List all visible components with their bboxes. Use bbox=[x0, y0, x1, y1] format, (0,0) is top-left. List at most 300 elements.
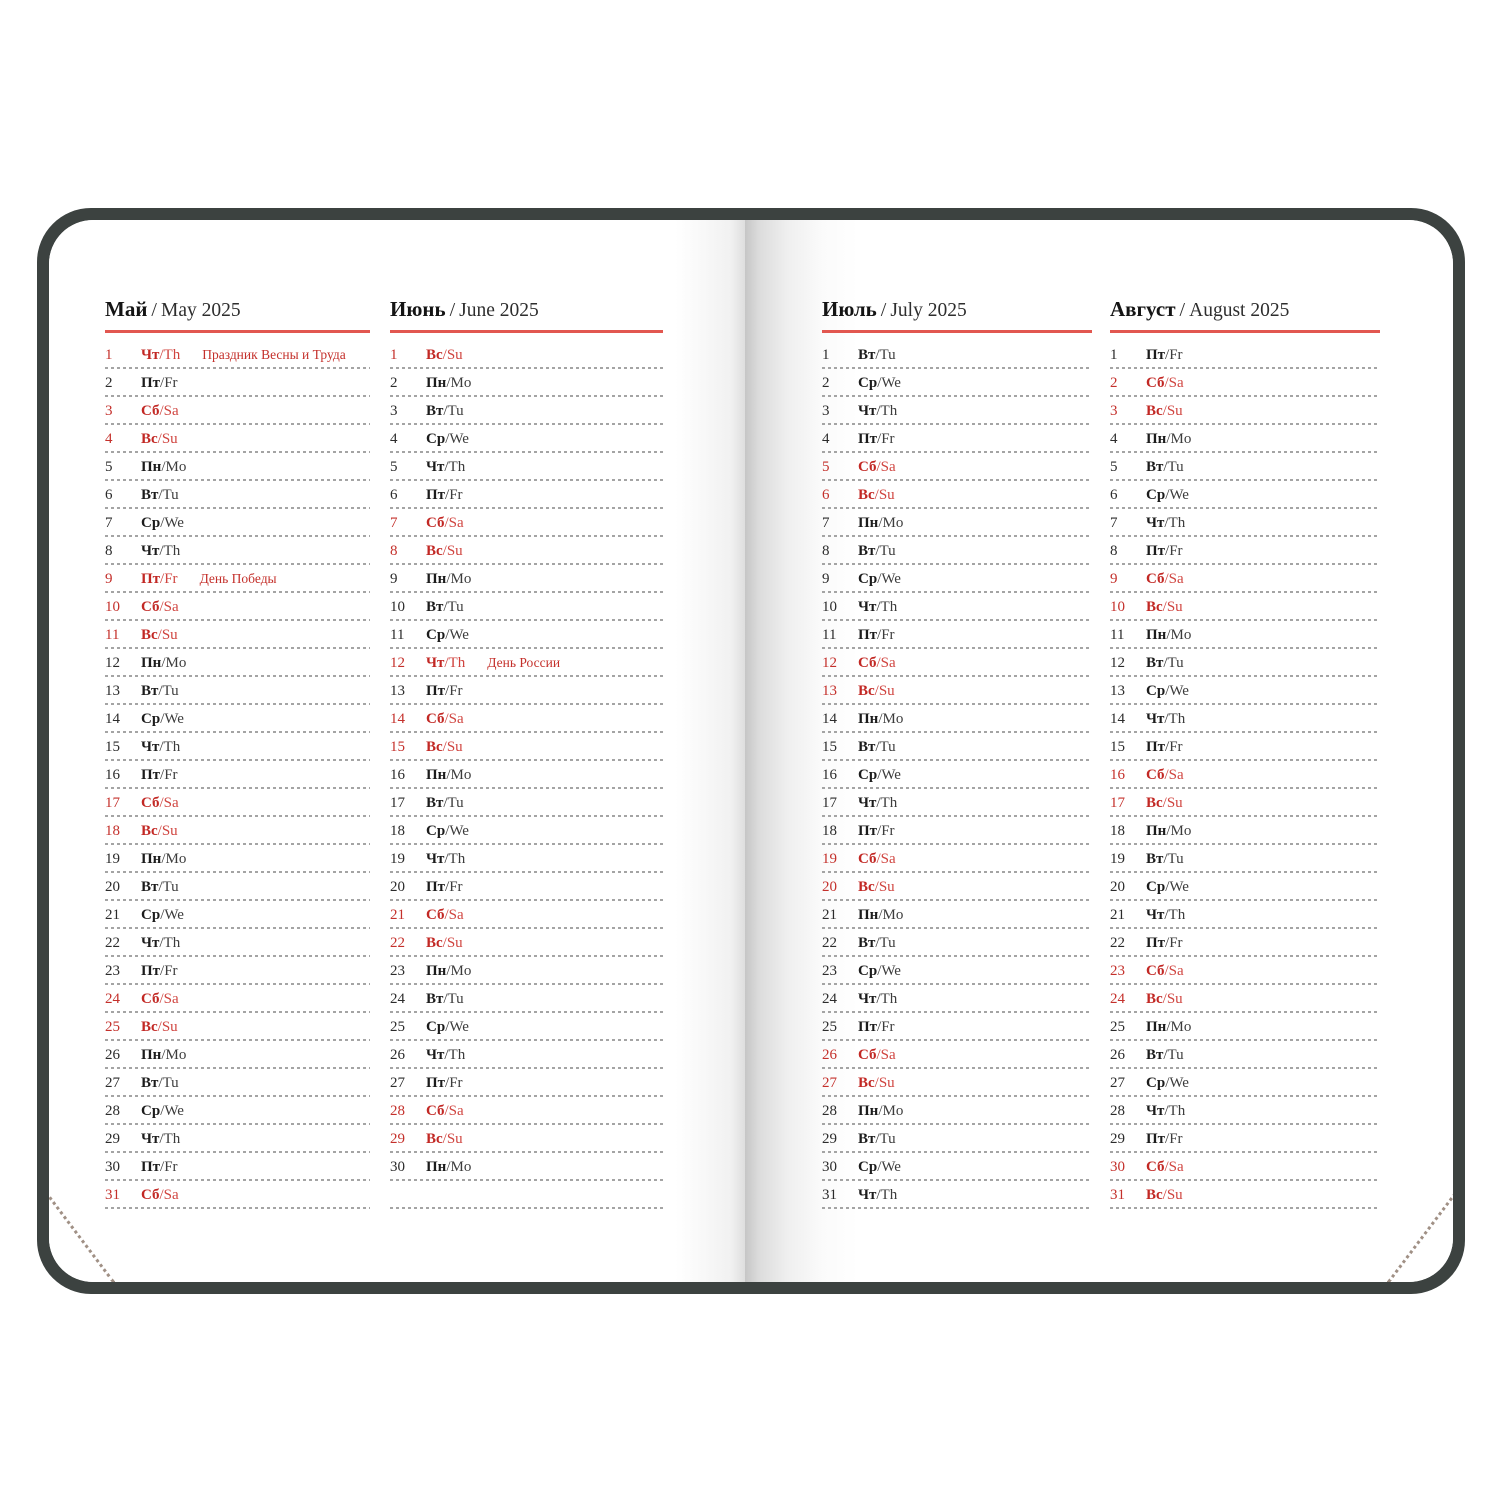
day-abbrev bbox=[141, 1187, 179, 1204]
day-abbrev-ru: Чт bbox=[1146, 514, 1165, 531]
day-abbrev bbox=[858, 1131, 896, 1148]
day-abbrev-en: /Tu bbox=[158, 878, 179, 895]
day-abbrev-ru: Чт bbox=[141, 738, 160, 755]
day-number: 6 bbox=[1110, 486, 1118, 503]
day-abbrev-en: /Sa bbox=[444, 1102, 464, 1119]
day-row bbox=[822, 677, 1092, 705]
day-abbrev-en: /Tu bbox=[443, 794, 464, 811]
day-abbrev bbox=[1146, 543, 1183, 560]
day-number: 10 bbox=[1110, 598, 1125, 615]
day-row bbox=[390, 1069, 663, 1097]
day-number: 7 bbox=[822, 514, 830, 531]
day-number: 11 bbox=[1110, 626, 1125, 643]
day-row bbox=[390, 789, 663, 817]
day-abbrev bbox=[426, 571, 471, 588]
day-number: 9 bbox=[1110, 570, 1118, 587]
day-row bbox=[822, 565, 1092, 593]
day-abbrev-ru: Пт bbox=[1146, 346, 1166, 363]
day-number: 21 bbox=[390, 906, 405, 923]
day-abbrev-ru: Пт bbox=[858, 626, 878, 643]
day-abbrev bbox=[858, 1075, 895, 1092]
day-abbrev-en: /Mo bbox=[446, 766, 472, 783]
day-abbrev-ru: Вт bbox=[141, 682, 159, 699]
day-abbrev bbox=[1146, 571, 1184, 588]
day-number: 30 bbox=[822, 1158, 837, 1175]
day-abbrev bbox=[141, 515, 184, 532]
day-abbrev-en: /Tu bbox=[158, 682, 179, 699]
day-abbrev-ru: Чт bbox=[1146, 1102, 1165, 1119]
day-abbrev bbox=[141, 1103, 184, 1120]
day-number: 20 bbox=[822, 878, 837, 895]
day-abbrev-en: /Th bbox=[1164, 1102, 1186, 1119]
day-abbrev bbox=[426, 655, 465, 672]
blank-row bbox=[390, 1181, 663, 1209]
day-abbrev bbox=[141, 627, 178, 644]
month-title bbox=[822, 296, 1092, 333]
day-row bbox=[105, 453, 370, 481]
day-number: 28 bbox=[1110, 1102, 1125, 1119]
day-number: 6 bbox=[822, 486, 830, 503]
day-abbrev bbox=[1146, 851, 1184, 868]
day-abbrev-ru: Ср bbox=[141, 906, 161, 923]
title-slash: / bbox=[880, 299, 887, 321]
day-abbrev-en: /Mo bbox=[161, 850, 187, 867]
day-abbrev-en: /Fr bbox=[877, 822, 895, 839]
day-row bbox=[390, 1041, 663, 1069]
day-row bbox=[1110, 453, 1380, 481]
day-number: 28 bbox=[390, 1102, 405, 1119]
day-abbrev bbox=[141, 459, 186, 476]
day-row bbox=[105, 1041, 370, 1069]
day-abbrev-en: /Th bbox=[159, 346, 181, 363]
day-abbrev-en: /Fr bbox=[160, 766, 178, 783]
day-abbrev-en: /Tu bbox=[443, 990, 464, 1007]
day-abbrev bbox=[858, 1159, 901, 1176]
day-row bbox=[1110, 509, 1380, 537]
day-abbrev bbox=[141, 403, 179, 420]
day-abbrev bbox=[1146, 459, 1184, 476]
day-number: 5 bbox=[105, 458, 113, 475]
day-abbrev-ru: Пт bbox=[426, 486, 446, 503]
day-abbrev bbox=[426, 1159, 471, 1176]
day-row bbox=[390, 537, 663, 565]
day-row bbox=[1110, 1013, 1380, 1041]
day-number: 10 bbox=[822, 598, 837, 615]
day-row bbox=[390, 593, 663, 621]
day-abbrev bbox=[426, 515, 464, 532]
day-row bbox=[390, 705, 663, 733]
day-abbrev bbox=[858, 459, 896, 476]
day-abbrev bbox=[1146, 1047, 1184, 1064]
month-column-july bbox=[822, 296, 1092, 1209]
day-abbrev-en: /Mo bbox=[446, 1158, 472, 1175]
day-row bbox=[105, 761, 370, 789]
day-row bbox=[390, 761, 663, 789]
day-abbrev bbox=[858, 431, 895, 448]
day-row bbox=[105, 957, 370, 985]
day-abbrev-ru: Вт bbox=[1146, 458, 1164, 475]
day-abbrev bbox=[858, 683, 895, 700]
day-row bbox=[390, 621, 663, 649]
month-title bbox=[390, 296, 663, 333]
day-number: 12 bbox=[822, 654, 837, 671]
day-row bbox=[390, 565, 663, 593]
day-row bbox=[1110, 901, 1380, 929]
day-abbrev-en: /Su bbox=[442, 738, 463, 755]
day-abbrev-ru: Пн bbox=[141, 850, 162, 867]
day-abbrev bbox=[1146, 403, 1183, 420]
day-abbrev-en: /Th bbox=[1164, 514, 1186, 531]
day-number: 26 bbox=[822, 1046, 837, 1063]
day-abbrev-en: /We bbox=[160, 906, 184, 923]
day-abbrev-ru: Пт bbox=[426, 878, 446, 895]
day-abbrev bbox=[426, 991, 464, 1008]
day-abbrev-en: /Tu bbox=[158, 1074, 179, 1091]
day-abbrev-ru: Пн bbox=[426, 766, 447, 783]
day-abbrev-en: /Tu bbox=[443, 598, 464, 615]
day-number: 7 bbox=[105, 514, 113, 531]
day-abbrev-en: /Fr bbox=[160, 1158, 178, 1175]
day-abbrev-en: /Th bbox=[1164, 906, 1186, 923]
day-abbrev bbox=[858, 823, 895, 840]
day-row bbox=[822, 453, 1092, 481]
day-number: 24 bbox=[822, 990, 837, 1007]
day-row bbox=[390, 817, 663, 845]
day-rows bbox=[105, 341, 370, 1209]
day-row bbox=[105, 1153, 370, 1181]
day-row bbox=[1110, 1069, 1380, 1097]
day-abbrev bbox=[1146, 347, 1183, 364]
day-abbrev-en: /Sa bbox=[159, 794, 179, 811]
day-abbrev bbox=[426, 487, 463, 504]
day-abbrev bbox=[426, 403, 464, 420]
holiday-note: Праздник Весны и Труда bbox=[202, 347, 346, 362]
day-abbrev bbox=[858, 655, 896, 672]
day-row bbox=[1110, 873, 1380, 901]
day-rows bbox=[1110, 341, 1380, 1209]
month-name-ru: Июль bbox=[822, 297, 877, 321]
day-abbrev bbox=[426, 627, 469, 644]
day-number: 28 bbox=[822, 1102, 837, 1119]
day-abbrev bbox=[141, 935, 180, 952]
month-column-june bbox=[390, 296, 663, 1209]
day-number: 10 bbox=[105, 598, 120, 615]
day-row bbox=[822, 425, 1092, 453]
day-abbrev bbox=[1146, 515, 1185, 532]
day-number: 1 bbox=[390, 346, 398, 363]
day-abbrev bbox=[426, 1103, 464, 1120]
day-abbrev-en: /We bbox=[160, 514, 184, 531]
day-row bbox=[1110, 957, 1380, 985]
day-number: 1 bbox=[1110, 346, 1118, 363]
day-abbrev-en: /Fr bbox=[1165, 346, 1183, 363]
day-abbrev-en: /Mo bbox=[878, 1102, 904, 1119]
day-abbrev bbox=[1146, 711, 1185, 728]
day-abbrev bbox=[1146, 1019, 1191, 1036]
day-row bbox=[390, 481, 663, 509]
day-abbrev-ru: Вт bbox=[1146, 850, 1164, 867]
day-abbrev-ru: Вс bbox=[426, 738, 443, 755]
day-number: 6 bbox=[105, 486, 113, 503]
day-abbrev-en: /Sa bbox=[159, 1186, 179, 1203]
day-number: 12 bbox=[105, 654, 120, 671]
month-name-ru: Май bbox=[105, 297, 148, 321]
day-abbrev-ru: Чт bbox=[426, 458, 445, 475]
day-abbrev-ru: Пн bbox=[858, 1102, 879, 1119]
day-row bbox=[822, 509, 1092, 537]
day-abbrev bbox=[1146, 935, 1183, 952]
day-abbrev-ru: Чт bbox=[858, 794, 877, 811]
day-abbrev-ru: Вс bbox=[426, 542, 443, 559]
day-number: 25 bbox=[822, 1018, 837, 1035]
day-abbrev-ru: Ср bbox=[1146, 1074, 1166, 1091]
day-abbrev-en: /Mo bbox=[878, 710, 904, 727]
day-abbrev-en: /Fr bbox=[445, 878, 463, 895]
day-abbrev-en: /We bbox=[1165, 682, 1189, 699]
day-number: 8 bbox=[390, 542, 398, 559]
day-number: 20 bbox=[1110, 878, 1125, 895]
day-abbrev-ru: Сб bbox=[141, 1186, 160, 1203]
day-row bbox=[822, 873, 1092, 901]
day-abbrev-en: /Fr bbox=[1165, 738, 1183, 755]
day-number: 17 bbox=[1110, 794, 1125, 811]
day-number: 26 bbox=[105, 1046, 120, 1063]
day-number: 28 bbox=[105, 1102, 120, 1119]
day-abbrev-ru: Ср bbox=[1146, 682, 1166, 699]
day-abbrev bbox=[1146, 823, 1191, 840]
day-abbrev-ru: Вс bbox=[141, 1018, 158, 1035]
day-abbrev-en: /Sa bbox=[159, 990, 179, 1007]
day-abbrev-en: /Sa bbox=[1164, 1158, 1184, 1175]
day-abbrev-en: /Sa bbox=[444, 710, 464, 727]
day-row bbox=[105, 929, 370, 957]
day-abbrev-ru: Пт bbox=[426, 682, 446, 699]
day-abbrev bbox=[858, 767, 901, 784]
day-number: 21 bbox=[822, 906, 837, 923]
day-abbrev bbox=[426, 795, 464, 812]
day-abbrev bbox=[426, 711, 464, 728]
day-abbrev bbox=[1146, 879, 1189, 896]
day-row bbox=[105, 425, 370, 453]
day-abbrev-ru: Чт bbox=[858, 990, 877, 1007]
day-row bbox=[1110, 649, 1380, 677]
day-number: 8 bbox=[1110, 542, 1118, 559]
day-row bbox=[390, 957, 663, 985]
day-row bbox=[822, 537, 1092, 565]
day-row bbox=[390, 901, 663, 929]
day-number: 29 bbox=[1110, 1130, 1125, 1147]
day-row bbox=[822, 817, 1092, 845]
day-abbrev-en: /Tu bbox=[875, 542, 896, 559]
month-name-en: July 2025 bbox=[890, 300, 967, 321]
day-row bbox=[822, 845, 1092, 873]
day-abbrev-en: /Th bbox=[876, 1186, 898, 1203]
day-number: 12 bbox=[1110, 654, 1125, 671]
day-abbrev-ru: Вс bbox=[141, 626, 158, 643]
day-abbrev-ru: Ср bbox=[426, 430, 446, 447]
day-row bbox=[105, 341, 370, 369]
day-abbrev-ru: Чт bbox=[141, 542, 160, 559]
day-abbrev-en: /Mo bbox=[1166, 430, 1192, 447]
day-abbrev bbox=[858, 599, 897, 616]
day-abbrev-ru: Пн bbox=[858, 906, 879, 923]
day-abbrev-ru: Вт bbox=[858, 738, 876, 755]
day-abbrev bbox=[141, 963, 178, 980]
day-abbrev-en: /Th bbox=[876, 598, 898, 615]
day-abbrev bbox=[426, 683, 463, 700]
day-abbrev-ru: Вс bbox=[1146, 1186, 1163, 1203]
day-row bbox=[390, 1097, 663, 1125]
day-abbrev-ru: Пт bbox=[858, 1018, 878, 1035]
day-abbrev bbox=[141, 431, 178, 448]
day-abbrev bbox=[858, 403, 897, 420]
day-number: 18 bbox=[390, 822, 405, 839]
month-title bbox=[105, 296, 370, 333]
day-abbrev-en: /Fr bbox=[160, 570, 178, 587]
day-abbrev-ru: Вт bbox=[1146, 1046, 1164, 1063]
day-row bbox=[390, 369, 663, 397]
day-abbrev-ru: Ср bbox=[141, 1102, 161, 1119]
day-row bbox=[1110, 817, 1380, 845]
day-abbrev-ru: Вт bbox=[858, 346, 876, 363]
day-abbrev-en: /Th bbox=[159, 542, 181, 559]
day-abbrev bbox=[426, 1047, 465, 1064]
day-row bbox=[105, 649, 370, 677]
day-number: 7 bbox=[390, 514, 398, 531]
diary-cover bbox=[37, 208, 1465, 1294]
day-abbrev bbox=[141, 1019, 178, 1036]
day-abbrev-ru: Ср bbox=[858, 1158, 878, 1175]
day-abbrev-ru: Вс bbox=[858, 682, 875, 699]
day-abbrev bbox=[426, 347, 463, 364]
day-abbrev-ru: Вс bbox=[1146, 794, 1163, 811]
day-abbrev-ru: Сб bbox=[858, 850, 877, 867]
day-number: 1 bbox=[105, 346, 113, 363]
day-abbrev bbox=[858, 711, 903, 728]
day-abbrev bbox=[858, 571, 901, 588]
day-number: 25 bbox=[105, 1018, 120, 1035]
day-number: 19 bbox=[390, 850, 405, 867]
day-number: 3 bbox=[822, 402, 830, 419]
day-abbrev-ru: Чт bbox=[858, 598, 877, 615]
day-row bbox=[1110, 537, 1380, 565]
day-row bbox=[822, 789, 1092, 817]
day-row bbox=[390, 845, 663, 873]
day-abbrev bbox=[141, 823, 178, 840]
day-abbrev-en: /Su bbox=[442, 934, 463, 951]
day-abbrev bbox=[426, 1019, 469, 1036]
day-abbrev-ru: Пн bbox=[1146, 822, 1167, 839]
day-number: 13 bbox=[390, 682, 405, 699]
day-abbrev-en: /Fr bbox=[445, 1074, 463, 1091]
day-abbrev-en: /Th bbox=[876, 990, 898, 1007]
day-abbrev bbox=[858, 963, 901, 980]
day-number: 20 bbox=[390, 878, 405, 895]
day-abbrev-ru: Сб bbox=[1146, 570, 1165, 587]
holiday-note: День Победы bbox=[199, 571, 277, 586]
day-abbrev-ru: Чт bbox=[141, 934, 160, 951]
day-abbrev-ru: Сб bbox=[426, 514, 445, 531]
day-abbrev-ru: Вс bbox=[858, 1074, 875, 1091]
day-abbrev bbox=[141, 1131, 180, 1148]
day-number: 3 bbox=[105, 402, 113, 419]
day-abbrev bbox=[141, 571, 178, 588]
day-abbrev-ru: Сб bbox=[141, 598, 160, 615]
day-row bbox=[105, 789, 370, 817]
day-abbrev-en: /Su bbox=[442, 542, 463, 559]
day-abbrev bbox=[858, 1103, 903, 1120]
day-abbrev-ru: Пт bbox=[1146, 1130, 1166, 1147]
day-abbrev-en: /Mo bbox=[1166, 626, 1192, 643]
day-abbrev-en: /Sa bbox=[876, 1046, 896, 1063]
month-column-august bbox=[1110, 296, 1380, 1209]
day-number: 26 bbox=[390, 1046, 405, 1063]
day-abbrev bbox=[1146, 1075, 1189, 1092]
day-abbrev bbox=[858, 375, 901, 392]
day-abbrev-en: /Tu bbox=[875, 1130, 896, 1147]
day-number: 15 bbox=[105, 738, 120, 755]
day-abbrev-en: /Su bbox=[874, 682, 895, 699]
day-row bbox=[822, 649, 1092, 677]
day-number: 29 bbox=[822, 1130, 837, 1147]
month-name-en: June 2025 bbox=[459, 300, 539, 321]
day-abbrev-ru: Ср bbox=[858, 962, 878, 979]
day-abbrev bbox=[426, 823, 469, 840]
day-abbrev-en: /Tu bbox=[443, 402, 464, 419]
day-number: 13 bbox=[1110, 682, 1125, 699]
day-row bbox=[822, 1097, 1092, 1125]
month-name-ru: Июнь bbox=[390, 297, 446, 321]
day-abbrev bbox=[426, 459, 465, 476]
day-abbrev-en: /Su bbox=[1162, 402, 1183, 419]
day-row bbox=[105, 733, 370, 761]
day-number: 6 bbox=[390, 486, 398, 503]
day-abbrev-en: /Fr bbox=[877, 626, 895, 643]
day-abbrev-ru: Ср bbox=[141, 514, 161, 531]
day-abbrev bbox=[426, 851, 465, 868]
day-abbrev-ru: Чт bbox=[141, 346, 160, 363]
day-number: 19 bbox=[105, 850, 120, 867]
day-abbrev-en: /We bbox=[445, 430, 469, 447]
day-number: 4 bbox=[1110, 430, 1118, 447]
day-number: 20 bbox=[105, 878, 120, 895]
open-spread bbox=[49, 220, 1453, 1282]
day-number: 18 bbox=[1110, 822, 1125, 839]
day-abbrev-en: /We bbox=[877, 570, 901, 587]
day-row bbox=[1110, 929, 1380, 957]
day-abbrev-en: /We bbox=[160, 1102, 184, 1119]
day-row bbox=[822, 733, 1092, 761]
day-number: 3 bbox=[390, 402, 398, 419]
day-row bbox=[390, 453, 663, 481]
day-abbrev-en: /Su bbox=[1162, 990, 1183, 1007]
day-row bbox=[822, 1153, 1092, 1181]
day-abbrev bbox=[426, 907, 464, 924]
day-row bbox=[1110, 397, 1380, 425]
day-row bbox=[1110, 1181, 1380, 1209]
day-abbrev-en: /Tu bbox=[1163, 458, 1184, 475]
day-abbrev-ru: Ср bbox=[426, 822, 446, 839]
day-abbrev-ru: Пн bbox=[1146, 626, 1167, 643]
day-abbrev-en: /Fr bbox=[1165, 934, 1183, 951]
day-abbrev bbox=[858, 991, 897, 1008]
day-abbrev-ru: Пн bbox=[858, 710, 879, 727]
day-row bbox=[105, 677, 370, 705]
day-number: 8 bbox=[822, 542, 830, 559]
day-abbrev bbox=[858, 487, 895, 504]
day-row bbox=[1110, 705, 1380, 733]
day-abbrev-ru: Пн bbox=[141, 458, 162, 475]
